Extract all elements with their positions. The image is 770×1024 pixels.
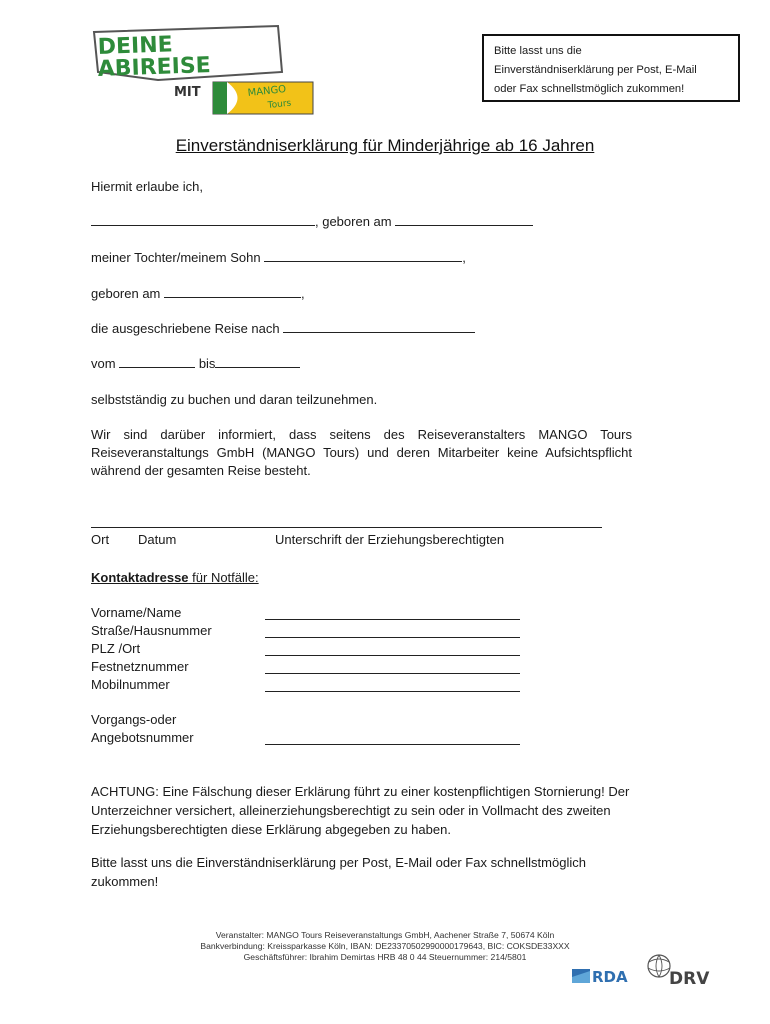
contact-field-label: Straße/Hausnummer <box>91 623 212 638</box>
intro-text: Hiermit erlaube ich, <box>91 179 203 194</box>
warning-paragraph: ACHTUNG: Eine Fälschung dieser Erklärung führt zu einer kostenpflichtigen Stornierung! Der Unterzeichner versichert, alleinerziehungsberechtigt zu sein oder in Vollmacht des zweiten Erziehungsberechtigten diese Erklärung abgegeben zu haben. <box>91 784 630 837</box>
signature-label: Unterschrift der Erziehungsberechtigten <box>275 532 505 547</box>
trip-row <box>91 320 475 337</box>
trip-destination-field[interactable] <box>283 320 475 333</box>
child-name-field[interactable] <box>264 249 462 262</box>
child-birthdate-field[interactable] <box>164 285 301 298</box>
brand-logo-graphic <box>88 24 318 120</box>
document-title: Einverständniserklärung für Minderjährige ab 16 Jahren <box>175 136 595 155</box>
notice-line: oder Fax schnellstmöglich zukommen! <box>494 83 685 95</box>
from-date-field[interactable] <box>119 355 195 368</box>
contact-heading-rest: für Notfälle: <box>188 570 259 585</box>
parent-name-row <box>91 213 533 230</box>
logo-line2: ABIREISE <box>97 53 212 82</box>
child-label: meiner Tochter/meinem Sohn <box>91 250 261 265</box>
reference-label-1: Vorgangs-oder <box>91 712 177 727</box>
parent-birthdate-field[interactable] <box>395 213 533 226</box>
city-input-line[interactable] <box>265 655 520 656</box>
child-row <box>91 249 466 266</box>
from-label: vom <box>91 356 116 371</box>
contact-field-label: Vorname/Name <box>91 605 182 620</box>
notice-box <box>482 34 740 102</box>
child-birth-row <box>91 285 305 302</box>
drv-text: DRV <box>669 969 710 988</box>
rda-text: RDA <box>592 968 628 986</box>
logo-brand-top: MANGO <box>247 84 287 99</box>
logo-mit: MIT <box>174 85 201 100</box>
contact-field-label: PLZ /Ort <box>91 641 141 656</box>
drv-logo <box>643 952 713 988</box>
to-date-field[interactable] <box>215 355 300 368</box>
mobile-input-line[interactable] <box>265 691 520 692</box>
reference-label-2: Angebotsnummer <box>91 730 194 745</box>
reference-input-line[interactable] <box>265 744 520 745</box>
signature-line[interactable] <box>91 527 602 528</box>
notice-line: Einverständniserklärung per Post, E-Mail <box>494 64 697 76</box>
street-input-line[interactable] <box>265 637 520 638</box>
closing-paragraph: Bitte lasst uns die Einverständniserklärung per Post, E-Mail oder Fax schnellstmöglich zukommen! <box>91 855 586 889</box>
period-row <box>91 355 300 372</box>
born-at-label: , geboren am <box>315 214 392 229</box>
footer-line: Veranstalter: MANGO Tours Reiseveranstaltungs GmbH, Aachener Straße 7, 50674 Köln <box>215 930 555 940</box>
contact-field-label: Mobilnummer <box>91 677 170 692</box>
place-label: Ort <box>91 532 110 547</box>
footer-line: Geschäftsführer: Ibrahim Demirtas HRB 48 0 44 Steuernummer: 214/5801 <box>243 952 527 962</box>
consent-text: selbstständig zu buchen und daran teilzunehmen. <box>91 392 378 407</box>
to-label: bis <box>198 356 216 371</box>
contact-field-label: Festnetznummer <box>91 659 189 674</box>
child-born-label: geboren am <box>91 286 161 301</box>
logo-brand-bottom: Tours <box>267 98 292 111</box>
name-input-line[interactable] <box>265 619 520 620</box>
comma: , <box>301 286 305 301</box>
rda-logo <box>570 963 636 987</box>
contact-heading <box>91 569 259 587</box>
footer-line: Bankverbindung: Kreissparkasse Köln, IBAN: DE23370502990000179643, BIC: COKSDE33XXX <box>200 941 570 951</box>
notice-line: Bitte lasst uns die <box>494 45 582 57</box>
info-paragraph: Wir sind darüber informiert, dass seitens des Reiseveranstalters MANGO Tours Reiseveranstaltungs GmbH (MANGO Tours) und deren Mitarbeiter keine Aufsichtspflicht während der gesamten Reise besteht. <box>91 427 632 478</box>
trip-label: die ausgeschriebene Reise nach <box>91 321 280 336</box>
landline-input-line[interactable] <box>265 673 520 674</box>
contact-heading-bold: Kontaktadresse <box>91 570 189 585</box>
date-label: Datum <box>138 532 177 547</box>
comma: , <box>462 250 466 265</box>
logo-line1: DEINE <box>97 32 174 60</box>
parent-name-field[interactable] <box>91 213 315 226</box>
brand-logo <box>88 24 318 120</box>
